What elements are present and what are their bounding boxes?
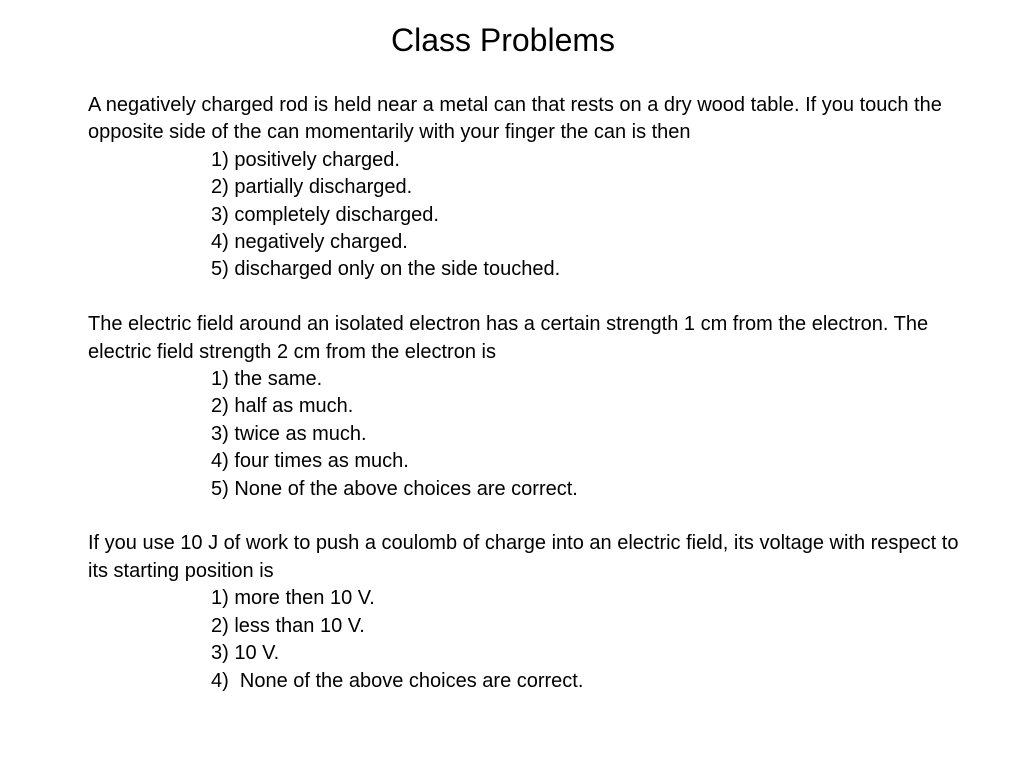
answer-choice: 2) partially discharged. (211, 176, 413, 199)
answer-choices (88, 147, 968, 284)
answer-choice: 4) None of the above choices are correct. (211, 669, 584, 692)
answer-choice: 2) half as much. (211, 395, 354, 418)
answer-choice: 1) the same. (211, 368, 323, 391)
answer-choice: 5) None of the above choices are correct. (211, 477, 578, 500)
problem-question: A negatively charged rod is held near a metal can that rests on a dry wood table. If you touch the opposite side of the can momentarily with your finger the can is then (88, 94, 942, 144)
answer-choices (88, 585, 968, 695)
answer-choice: 3) twice as much. (211, 422, 367, 445)
answer-choice: 3) 10 V. (211, 642, 280, 665)
problem-3 (88, 530, 968, 694)
slide-title: Class Problems (390, 22, 616, 58)
answer-choice: 4) negatively charged. (211, 231, 408, 254)
answer-choice: 1) positively charged. (211, 148, 400, 171)
answer-choice: 2) less than 10 V. (211, 614, 365, 637)
problem-1 (88, 92, 968, 284)
problem-2 (88, 311, 968, 503)
answer-choice: 1) more then 10 V. (211, 587, 375, 610)
answer-choice: 4) four times as much. (211, 450, 409, 473)
problem-question: If you use 10 J of work to push a coulomb of charge into an electric field, its voltage with respect to its starting position is (88, 532, 959, 582)
problems-list (88, 92, 968, 722)
answer-choices (88, 366, 968, 503)
answer-choice: 5) discharged only on the side touched. (211, 258, 561, 281)
problem-question: The electric field around an isolated electron has a certain strength 1 cm from the electron. The electric field strength 2 cm from the electron is (88, 313, 929, 363)
answer-choice: 3) completely discharged. (211, 203, 439, 226)
